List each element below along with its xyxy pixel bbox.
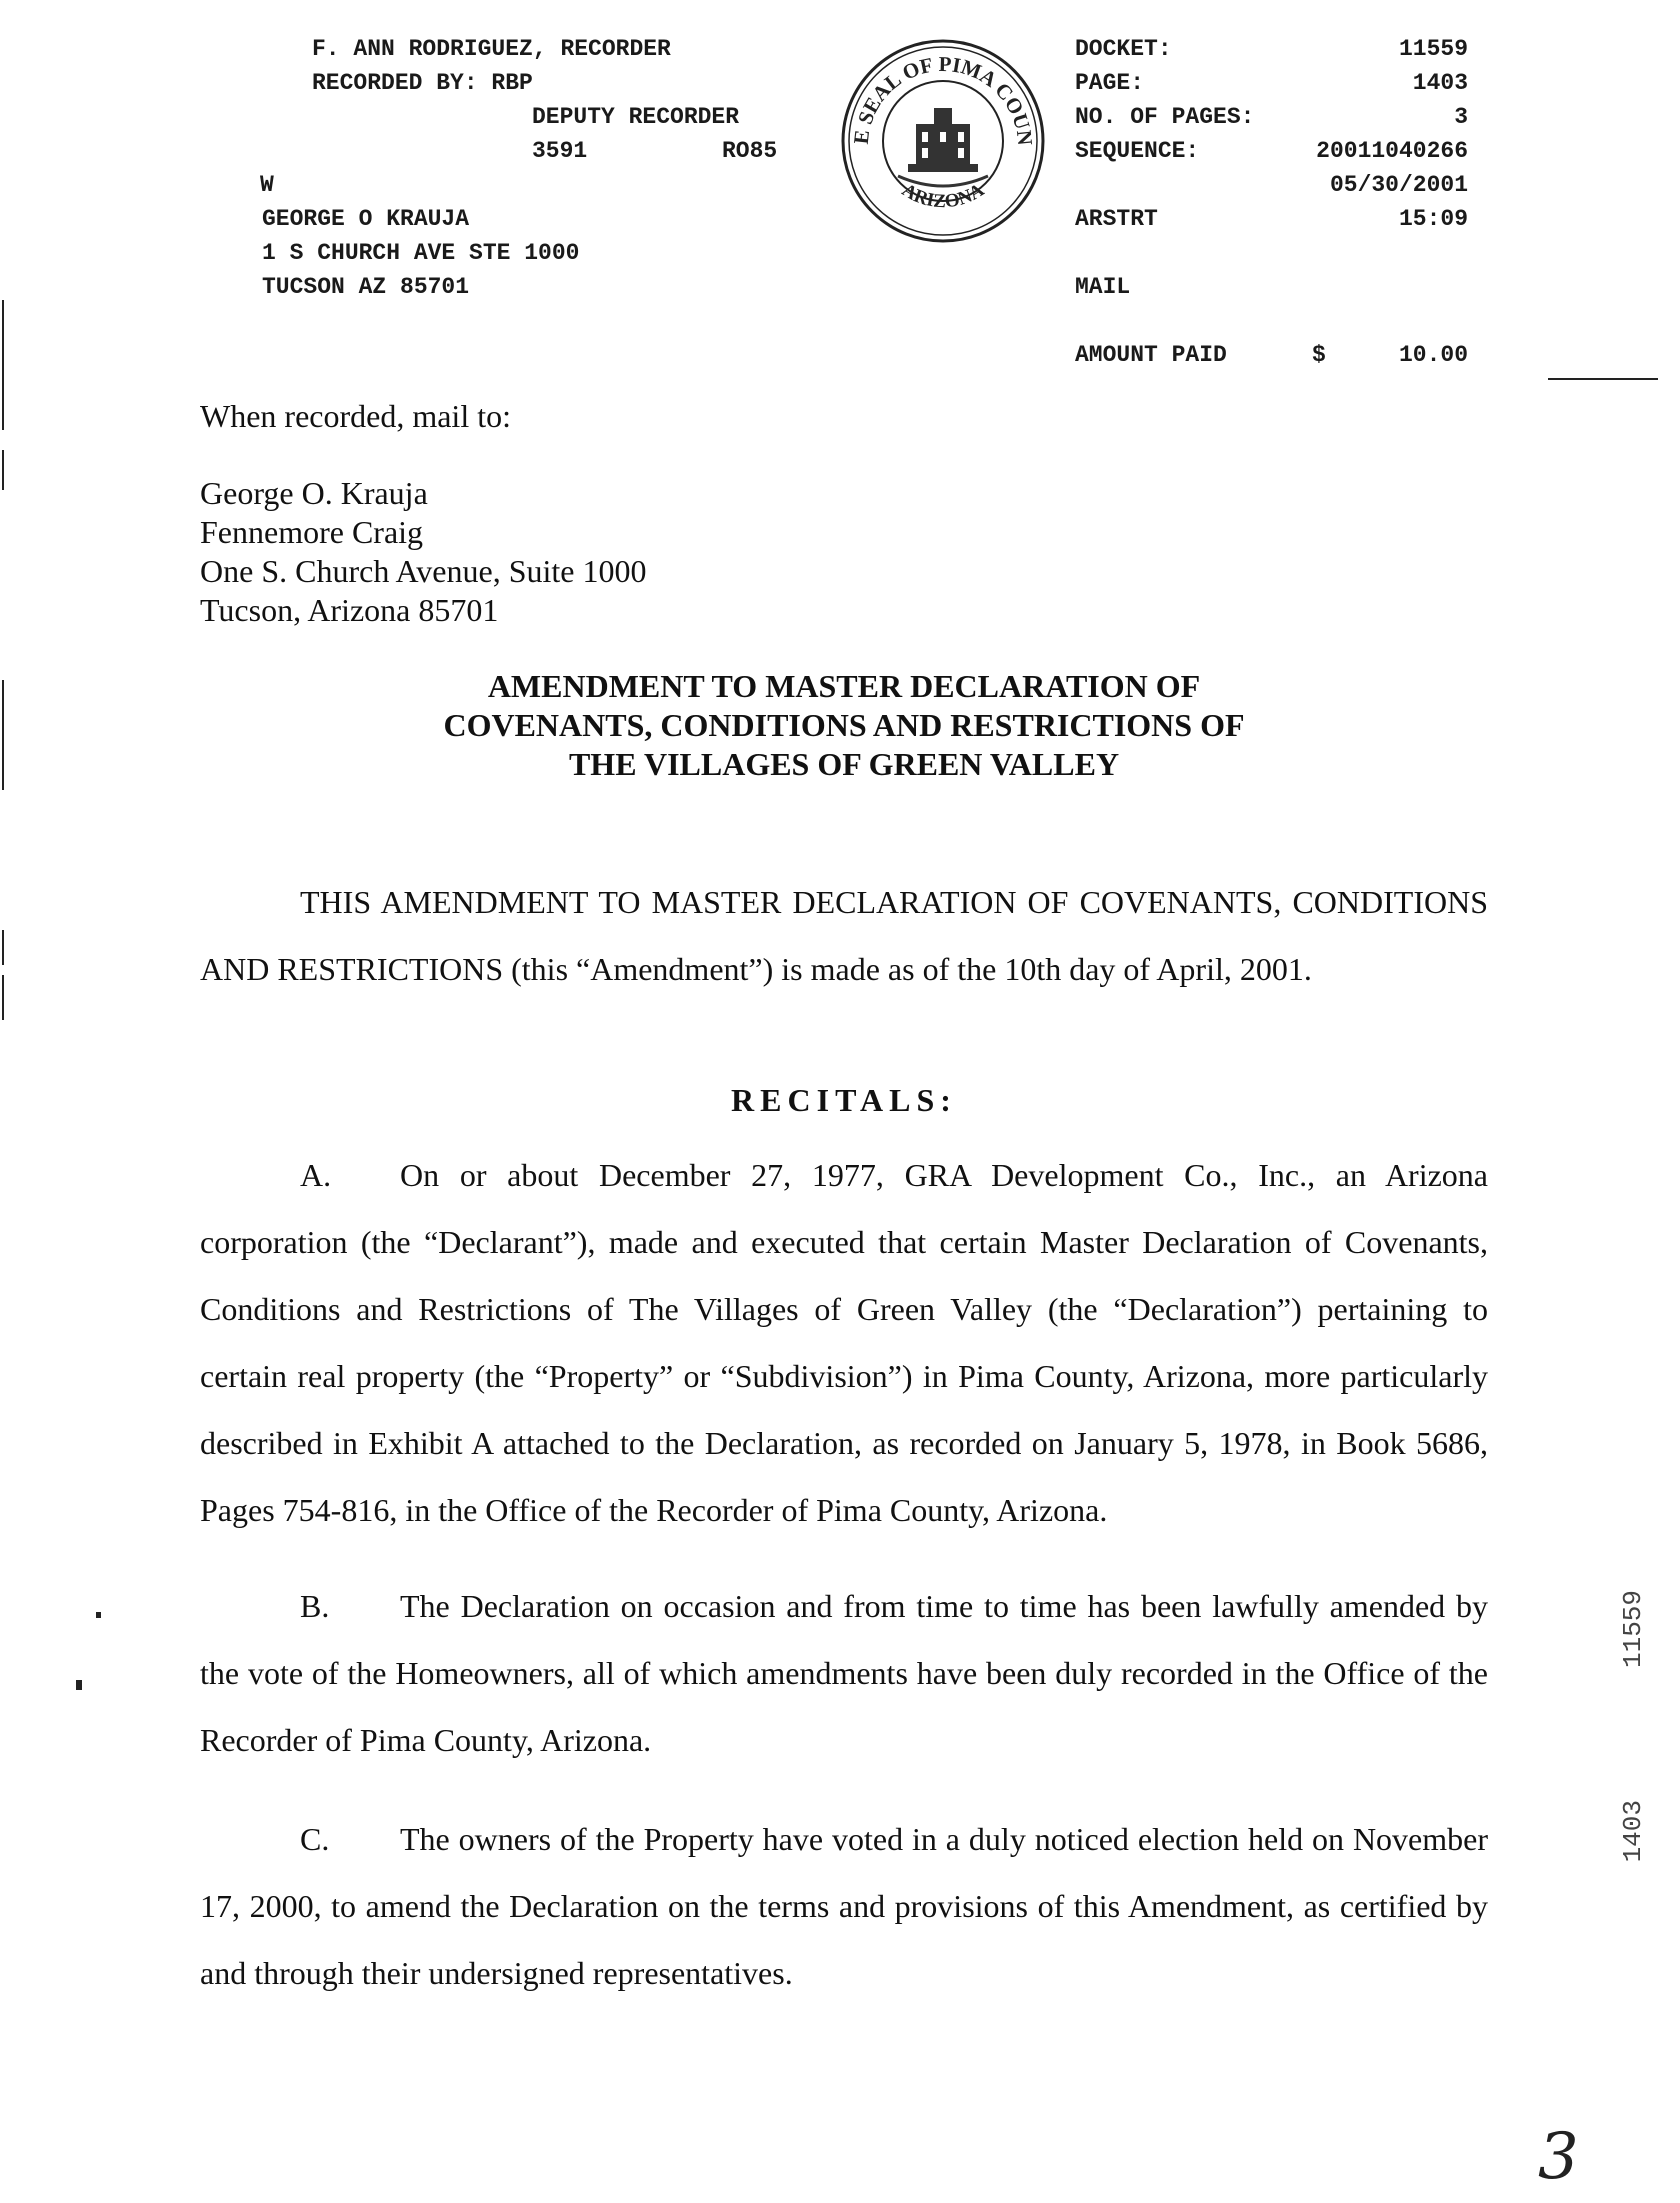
side-stamp-page: 1403 xyxy=(1618,1800,1648,1863)
page-label: PAGE: xyxy=(1075,70,1145,96)
mail-to-name: George O. Krauja xyxy=(200,475,428,511)
recital-c xyxy=(200,1806,1488,2007)
mail-to-street: One S. Church Avenue, Suite 1000 xyxy=(200,553,647,589)
scan-edge xyxy=(2,680,4,790)
mail-label: MAIL xyxy=(1075,274,1131,300)
recital-a xyxy=(200,1142,1488,1544)
docket-label: DOCKET: xyxy=(1075,36,1172,62)
recording-date: 05/30/2001 xyxy=(1329,172,1468,198)
recital-a-text: On or about December 27, 1977, GRA Development Co., Inc., an Arizona corporation (the “Declarant”), made and executed that certain Master Declaration of Covenants, Conditions and Restrictions of The Villages of Green Valley (the “Declaration”) pertaining to certain real property (the “Property” or “Subdivision”) in Pima County, Arizona, more particularly described in Exhibit A attached to the Declaration, as recorded on January 5, 1978, in Book 5686, Pages 754-816, in the Office of the Recorder of Pima County, Arizona. xyxy=(200,1157,1488,1528)
w-mark: W xyxy=(260,172,274,198)
mail-to-city: Tucson, Arizona 85701 xyxy=(200,592,499,628)
pages-label: NO. OF PAGES: xyxy=(1075,104,1255,130)
amount-value: 10.00 xyxy=(1398,342,1468,368)
side-stamp-docket: 11559 xyxy=(1618,1590,1648,1669)
amount-label: AMOUNT PAID xyxy=(1075,342,1227,368)
recital-c-text: The owners of the Property have voted in a duly noticed election held on November 17, 2000, to amend the Declaration on the terms and provisions of this Amendment, as certified by and through their undersigned representatives. xyxy=(200,1821,1488,1991)
recital-b xyxy=(200,1573,1488,1774)
seal-bottom-text: ARIZONA xyxy=(898,179,988,213)
deputy-code-2: RO85 xyxy=(722,138,778,164)
handwritten-page-number: 3 xyxy=(1538,2120,1579,2194)
recorded-by: RECORDED BY: RBP xyxy=(312,70,533,96)
scan-edge xyxy=(2,300,4,430)
return-name: GEORGE O KRAUJA xyxy=(262,206,470,232)
scan-dot xyxy=(96,1612,101,1618)
scan-dot xyxy=(76,1680,82,1690)
scan-edge xyxy=(2,930,4,965)
deputy-recorder: DEPUTY RECORDER xyxy=(532,104,740,130)
recorder-line: F. ANN RODRIGUEZ, RECORDER xyxy=(312,36,671,62)
return-address-2: TUCSON AZ 85701 xyxy=(262,274,470,300)
pages-value: 3 xyxy=(1454,104,1468,130)
seal-top-text: E SEAL OF PIMA COUN xyxy=(848,51,1038,147)
mail-to-firm: Fennemore Craig xyxy=(200,514,424,550)
scan-line xyxy=(1548,378,1658,380)
scan-edge xyxy=(2,975,4,1020)
title-line-1: AMENDMENT TO MASTER DECLARATION OF xyxy=(487,668,1201,704)
recital-b-text: The Declaration on occasion and from time to time has been lawfully amended by the vote of the Homeowners, all of which amendments have been duly recorded in the Office of the Recorder of Pima County, Arizona. xyxy=(200,1588,1488,1758)
amount-currency: $ xyxy=(1312,342,1326,368)
scan-edge xyxy=(2,450,4,490)
sequence-label: SEQUENCE: xyxy=(1075,138,1200,164)
mail-to-heading: When recorded, mail to: xyxy=(200,398,511,434)
page-value: 1403 xyxy=(1412,70,1468,96)
recital-a-label: A. xyxy=(300,1157,332,1193)
deputy-code-1: 3591 xyxy=(532,138,588,164)
recital-c-label: C. xyxy=(300,1821,330,1857)
return-address-1: 1 S CHURCH AVE STE 1000 xyxy=(262,240,580,266)
recital-b-label: B. xyxy=(300,1588,330,1624)
recording-time: 15:09 xyxy=(1398,206,1468,232)
title-line-2: COVENANTS, CONDITIONS AND RESTRICTIONS OF xyxy=(443,707,1245,743)
sequence-value: 20011040266 xyxy=(1316,138,1468,164)
recitals-heading: RECITALS: xyxy=(731,1082,957,1118)
county-seal xyxy=(838,36,1048,246)
document-title xyxy=(200,667,1488,784)
intro-paragraph: THIS AMENDMENT TO MASTER DECLARATION OF COVENANTS, CONDITIONS AND RESTRICTIONS (this “Amendment”) is made as of the 10th day of April, 2001. xyxy=(200,884,1488,987)
arstrt-label: ARSTRT xyxy=(1075,206,1158,232)
mail-to-address xyxy=(200,474,646,630)
title-line-3: THE VILLAGES OF GREEN VALLEY xyxy=(568,746,1120,782)
docket-value: 11559 xyxy=(1398,36,1468,62)
